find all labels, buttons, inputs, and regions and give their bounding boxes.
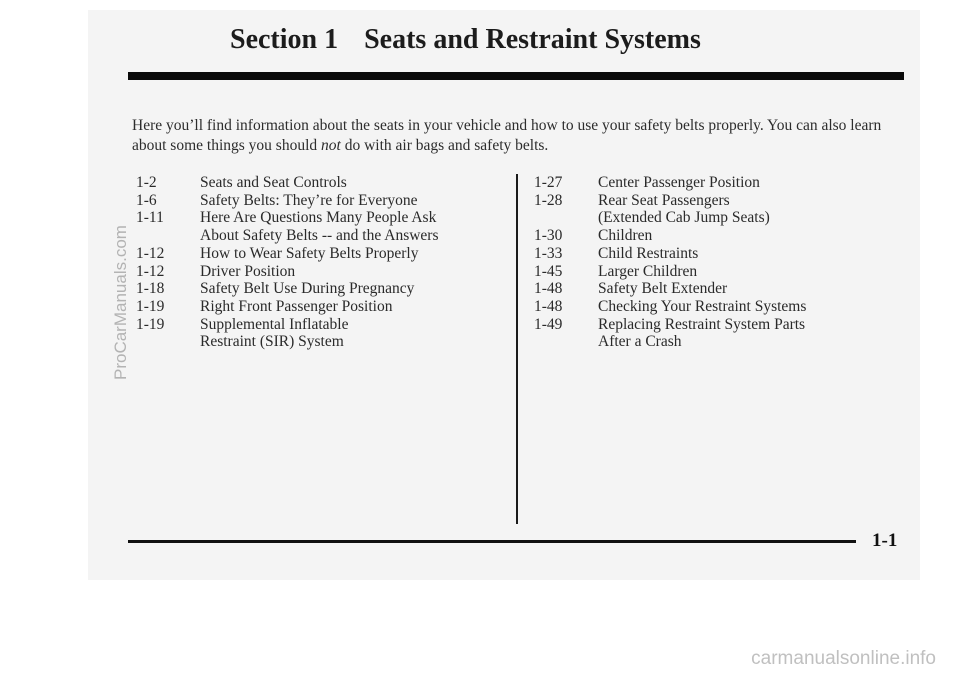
- toc-topic: Safety Belt Extender: [598, 280, 728, 298]
- toc-page-ref: 1-45: [534, 262, 563, 280]
- toc-page-ref: 1-19: [136, 297, 165, 315]
- toc-topic: Restraint (SIR) System: [200, 333, 344, 351]
- toc-topic: Here Are Questions Many People Ask: [200, 209, 437, 227]
- toc-entry: [534, 298, 874, 316]
- toc-entry: [534, 209, 874, 227]
- toc-entry: [136, 280, 506, 298]
- toc-page-ref: 1-19: [136, 315, 165, 333]
- toc-topic: Replacing Restraint System Parts: [598, 315, 806, 333]
- section-title: Seats and Restraint Systems: [364, 24, 701, 55]
- toc-topic: Children: [598, 227, 653, 245]
- toc-page-ref: 1-12: [136, 244, 165, 262]
- toc-entry: [136, 174, 506, 192]
- toc-page-ref: 1-33: [534, 244, 563, 262]
- toc-page-ref: 1-30: [534, 227, 563, 245]
- toc-page-ref: [136, 333, 200, 351]
- toc-page-ref: [534, 333, 598, 351]
- toc-page-ref: 1-18: [136, 280, 165, 298]
- toc-entry: [136, 192, 506, 210]
- toc-topic: Checking Your Restraint Systems: [598, 297, 807, 315]
- page-title: [230, 24, 701, 56]
- toc-page-ref: 1-2: [136, 174, 157, 191]
- section-label: Section 1: [230, 24, 339, 55]
- toc-page-ref: [136, 227, 200, 245]
- toc-topic: (Extended Cab Jump Seats): [598, 209, 770, 227]
- toc-page-ref: 1-6: [136, 191, 157, 209]
- toc-entry: [534, 227, 874, 245]
- toc-page-ref: 1-12: [136, 262, 165, 280]
- toc-entry: [534, 245, 874, 263]
- toc-entry: [534, 316, 874, 334]
- toc-entry: [534, 263, 874, 281]
- toc-right-column: [534, 174, 874, 351]
- toc-page-ref: 1-48: [534, 297, 563, 315]
- toc-topic: About Safety Belts -- and the Answers: [200, 227, 439, 245]
- toc-topic: Seats and Seat Controls: [200, 174, 347, 191]
- page-number: 1-1: [872, 530, 898, 551]
- toc-topic: Center Passenger Position: [598, 174, 760, 191]
- title-rule: [128, 72, 904, 80]
- emphasis-not: not: [321, 137, 341, 154]
- toc-topic: Supplemental Inflatable: [200, 315, 349, 333]
- toc-topic: Safety Belts: They’re for Everyone: [200, 191, 418, 209]
- column-divider: [516, 174, 518, 524]
- toc-topic: Child Restraints: [598, 244, 699, 262]
- toc-entry: [534, 280, 874, 298]
- toc-entry: [136, 227, 506, 245]
- toc-page-ref: [534, 209, 598, 227]
- toc-topic: How to Wear Safety Belts Properly: [200, 244, 419, 262]
- toc-entry: [136, 316, 506, 334]
- toc-left-column: [136, 174, 506, 351]
- toc-entry: [534, 192, 874, 210]
- side-watermark: ProCarManuals.com: [111, 225, 130, 380]
- toc-topic: After a Crash: [598, 333, 682, 351]
- toc-entry: [136, 298, 506, 316]
- intro-paragraph: Here you’ll find information about the seats in your vehicle and how to use your safety belts properly. You can also learn about some things you should not do with air bags and safety belts.: [132, 117, 882, 154]
- toc-entry: [534, 333, 874, 351]
- toc-topic: Rear Seat Passengers: [598, 191, 730, 209]
- toc-page-ref: 1-48: [534, 280, 563, 298]
- toc-topic: Right Front Passenger Position: [200, 297, 393, 315]
- toc-page-ref: 1-28: [534, 191, 563, 209]
- toc-entry: [136, 209, 506, 227]
- toc-entry: [136, 263, 506, 281]
- toc-topic: Safety Belt Use During Pregnancy: [200, 280, 415, 298]
- toc-topic: Larger Children: [598, 262, 698, 280]
- toc-entry: [136, 333, 506, 351]
- bottom-watermark: carmanualsonline.info: [751, 648, 936, 669]
- footer-rule: [128, 540, 856, 543]
- toc-entry: [136, 245, 506, 263]
- toc-entry: [534, 174, 874, 192]
- toc-topic: Driver Position: [200, 262, 296, 280]
- toc-page-ref: 1-27: [534, 174, 563, 191]
- toc-page-ref: 1-11: [136, 209, 164, 227]
- toc-page-ref: 1-49: [534, 315, 563, 333]
